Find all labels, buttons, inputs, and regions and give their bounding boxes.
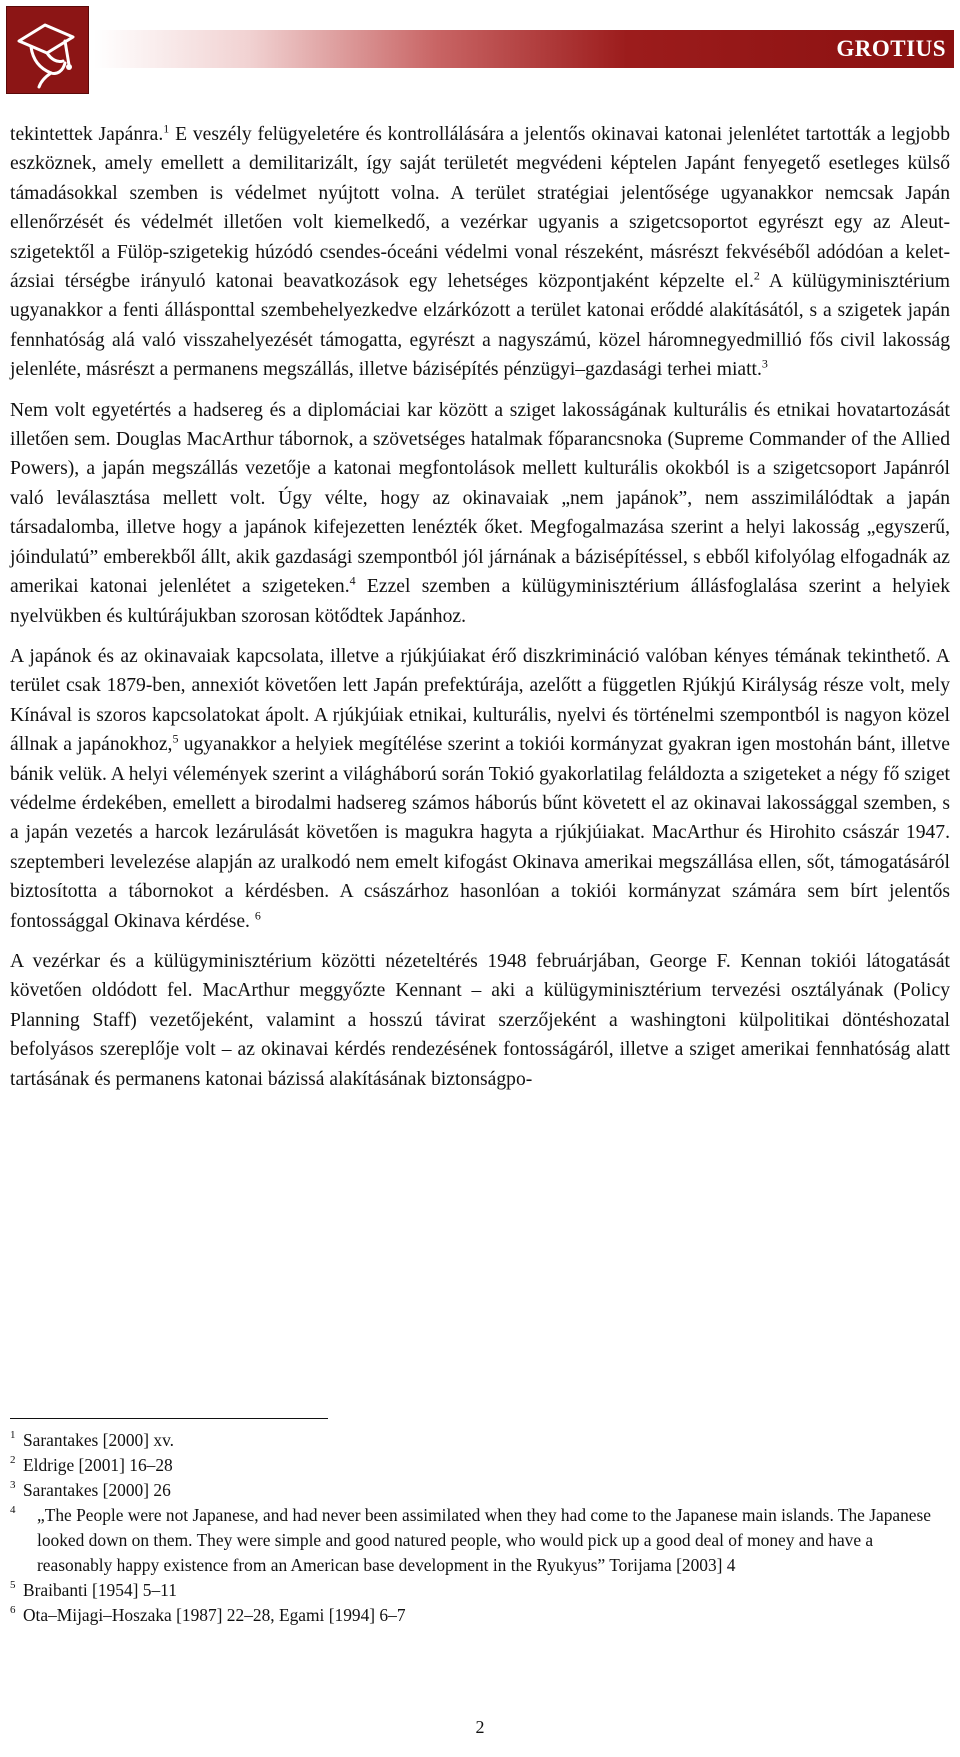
footnote-text: „The People were not Japanese, and had never been assimilated when they had come to the Japanese main islands. The Japanese looked down on them. They were simple and good natured people, who would pick up a good deal of money and have a reasonably happy existence from an American base development in the Ryukyus” Torijama [2003] 4 [37,1505,932,1575]
footnote-number: 1 [10,1429,16,1441]
footnotes [10,1428,950,1628]
text-run: Ezzel szemben a külügyminisztérium állásfoglalása szerint a helyiek nyelvükben és kultúrájukban szorosan kötődtek Japánhoz. [10,576,950,627]
paragraph-2 [10,396,950,631]
footnote-item [10,1578,950,1603]
text-run: A vezérkar és a külügyminisztérium közötti nézeteltérés 1948 februárjában, George F. Kennan tokiói látogatását követően oldódott fel. MacArthur meggyőzte Kennant – aki a külügyminisztérium tervezési osztályának (Policy Planning Staff) vezetőjeként, valamint a hosszú távirat szerzőjeként a washingtoni külpolitikai döntéshozatal befolyásos szereplője volt – az okinavai kérdés rendezésének fontosságáról, illetve a sziget amerikai fennhatóság alatt tartásának és permanens katonai bázissá alakításának biztonságpo- [10,950,950,1090]
footnote-ref-5[interactable]: 5 [172,731,179,746]
journal-title: GROTIUS [836,36,946,61]
graduation-cap-logo-icon [11,11,85,91]
page-number: 2 [475,1717,485,1737]
text-run: E veszély felügyeletére és kontrollálására a jelentős okinavai katonai jelenlétet tartották a legjobb eszköznek, amely emellett a demilitarizált, így saját területét megvédeni képtelen Japánt fenyegető esetleges külső támadásokkal szemben is védelmet nyújtott volna. A terület stratégiai jelentősége ugyanakkor nemcsak Japán ellenőrzését és védelmét illetően volt kiemelkedő, a vezérkar ugyanis a szigetcsoportot egyrészt egy az Aleut-szigetektől a Fülöp-szigetekig húzódó csendes-óceáni védelmi vonal részeként, másrészt fekvéséből adódóan a kelet-ázsiai térségbe irányuló katonai beavatkozások egy lehetséges központjaként képzelte el. [10,124,950,293]
header-banner [94,30,954,68]
footnote-text: Sarantakes [2000] xv. [23,1430,174,1450]
footnote-item [10,1503,950,1578]
footnote-item [10,1603,950,1628]
footnote-number: 4 [10,1504,16,1516]
article-body [10,120,950,1105]
text-run: tekintettek Japánra. [10,124,164,145]
footnote-ref-3[interactable]: 3 [761,356,768,371]
paragraph-4 [10,947,950,1094]
footnote-ref-4[interactable]: 4 [349,573,356,588]
journal-logo [6,6,89,94]
text-run: A külügyminisztérium ugyanakkor a fenti állásponttal szembehelyezkedve elzárkózott a terület katonai erőddé alakításától, s a szigetek japán fennhatóság alá való visszahelyezését támogatta, egyrészt a nagyszámú, közel háromnegyedmillió fős civil lakosság jelenléte, másrészt a permanens megszállás, illetve bázisépítés pénzügyi–gazdasági terhei miatt. [10,271,950,381]
footnote-text: Eldrige [2001] 16–28 [23,1455,173,1475]
footnote-number: 2 [10,1454,16,1466]
footnote-ref-6[interactable]: 6 [254,908,261,923]
footnote-ref-2[interactable]: 2 [753,268,760,283]
footnote-ref-1[interactable]: 1 [163,121,170,136]
page-header [6,6,954,94]
footnote-text: Sarantakes [2000] 26 [23,1480,171,1500]
footnote-text: Braibanti [1954] 5–11 [23,1580,177,1600]
paragraph-1 [10,120,950,385]
footnote-number: 5 [10,1579,16,1591]
paragraph-3 [10,642,950,936]
footnote-item [10,1478,950,1503]
footnote-number: 3 [10,1479,16,1491]
text-run: ugyanakkor a helyiek megítélése szerint a tokiói kormányzat gyakran igen mostohán bánt, illetve bánik velük. A helyi vélemények szerint a világháború során Tokió gyakorlatilag feláldozta a szigeteket a négy fő sziget védelme érdekében, emellett a birodalmi hadsereg számos háborús bűnt követett el az okinavai lakossággal szemben, s a japán vezetés a harcok lezárulását követően is magukra hagyta a rjúkjúiakat. MacArthur és Hirohito császár 1947. szeptemberi levelezése alapján az uralkodó nem emelt kifogást Okinava amerikai megszállása ellen, sőt, támogatásáról biztosította a tábornokot a kérdésben. A császárhoz hasonlóan a tokiói kormányzat számára sem bírt jelentős fontossággal Okinava kérdése. [10,734,950,932]
footnote-separator [10,1418,328,1419]
footnote-number: 6 [10,1604,16,1616]
footnote-text: Ota–Mijagi–Hoszaka [1987] 22–28, Egami [1994] 6–7 [23,1605,406,1625]
footnote-item [10,1428,950,1453]
text-run: Nem volt egyetértés a hadsereg és a diplomáciai kar között a sziget lakosságának kulturális és etnikai hovatartozását illetően sem. Douglas MacArthur tábornok, a szövetséges hatalmak főparancsnoka (Supreme Commander of the Allied Powers), a japán megszállás vezetője a katonai megfontolások mellett kulturális okokból is a szigetcsoport Japánról való leválasztása mellett volt. Úgy vélte, hogy az okinavaiak „nem japánok”, nem asszimilálódtak a japán társadalomba, illetve hogy a japánok kifejezetten lenézték őket. Megfogalmazása szerint a helyi lakosság „egyszerű, jóindulatú” emberekből állt, akik gazdasági szempontból jól járnának a bázisépítéssel, s ebből kifolyólag elfogadnák az amerikai katonai jelenlétet a szigeteken. [10,399,950,598]
text-run: A japánok és az okinavaiak kapcsolata, illetve a rjúkjúiakat érő diszkrimináció valóban kényes témának tekinthető. A terület csak 1879-ben, annexiót követően lett Japán prefektúrája, azelőtt a független Rjúkjú Királyság része volt, mely Kínával is szoros kapcsolatokat ápolt. A rjúkjúiak etnikai, kulturális, nyelvi és történelmi szempontból is nagyon közel állnak a japánokhoz, [10,645,950,756]
footnote-item [10,1453,950,1478]
